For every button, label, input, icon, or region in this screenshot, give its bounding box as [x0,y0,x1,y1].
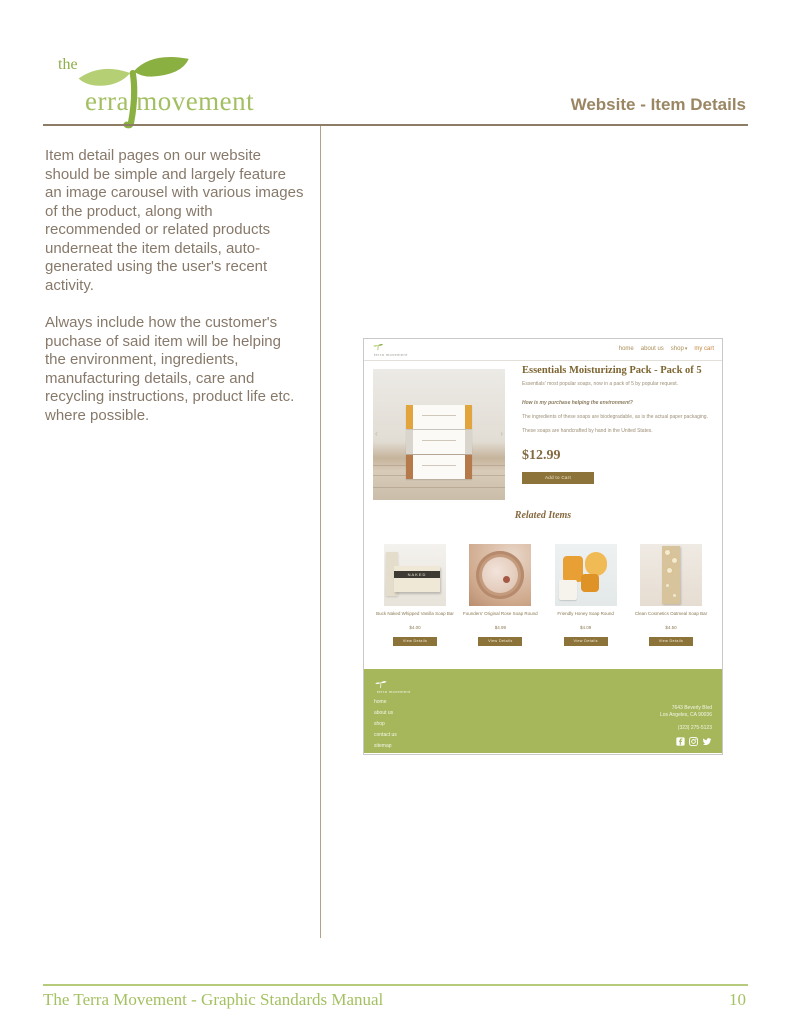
related-items-heading: Related Items [514,510,572,521]
oatmeal-soap-image[interactable] [640,544,702,606]
related-card-3 [544,544,628,646]
site-footer [364,669,722,753]
related-name: Buck Naked Whipped Vanilla Soap Bar [376,611,454,616]
honey-soap-image[interactable] [555,544,617,606]
phone-number: (323) 275-5123 [677,725,712,731]
chevron-down-icon: ▾ [684,346,688,352]
twitter-icon[interactable] [702,737,712,746]
logo-wordmark: erra movement [85,86,255,116]
related-card-1 [373,544,457,646]
product-question: How is my purchase helping the environment? [522,400,633,406]
site-nav [619,346,714,352]
product-price: $12.99 [522,448,561,463]
nav-shop[interactable]: shop▾ [670,346,688,352]
address-line-1: 7643 Beverly Blvd [671,705,712,711]
social-icons [676,737,712,746]
nav-about-us[interactable]: about us [640,346,664,352]
product-detail-1: The ingredients of these soaps are biodegradable, as is the actual paper packaging. [522,414,708,420]
add-to-cart-button[interactable]: Add to Cart [522,472,594,484]
instagram-icon[interactable] [689,737,698,746]
vanilla-soap-image[interactable]: NAKED [384,544,446,606]
site-footer-contact [660,705,712,732]
footer-link-sitemap[interactable]: sitemap [374,743,392,749]
product-details [522,365,718,484]
related-price: $4.00 [409,625,421,630]
paragraph-1: Item detail pages on our website should be simple and largely feature an image carousel with various images of the product, along with recommended or related products underneat the item details, auto-generated using the user's recent activity. [45,147,304,294]
page-title: Website - Item Details [570,95,746,114]
related-card-2 [458,544,542,646]
nav-home[interactable]: home [618,346,634,352]
footer-text: The Terra Movement - Graphic Standards Manual [43,990,384,1009]
related-name: Friendly Honey Soap Round [557,611,614,616]
related-card-4 [629,544,713,646]
site-logo-text: terra movement [374,352,408,357]
view-details-button[interactable]: View Details [478,637,522,646]
rose-soap-image[interactable] [469,544,531,606]
terra-movement-logo [55,50,295,118]
page-number: 10 [729,990,746,1009]
site-header [364,339,722,361]
related-name: Clean Cosmetics Oatmeal Soap Bar [634,611,708,616]
footer-link-shop[interactable]: shop [374,721,385,727]
product-detail-2: These soaps are handcrafted by hand in the United States. [522,428,653,434]
soap-stack-image [406,405,472,480]
related-price: $4.09 [580,625,592,630]
carousel-next-icon[interactable]: › [500,429,503,438]
related-price: $4.99 [494,625,506,630]
website-screenshot [363,338,723,755]
view-details-button[interactable]: View Details [393,637,437,646]
site-footer-logo [374,677,444,695]
view-details-button[interactable]: View Details [649,637,693,646]
paragraph-2: Always include how the customer's puchase of said item will be helping the environment, ingredients, manufacturing details, care and recycling instructions, product life etc. where possible. [45,314,295,424]
product-subtitle: Essentials' most popular soaps, now in a pack of 5 by popular request. [522,381,679,387]
product-title: Essentials Moisturizing Pack - Pack of 5 [522,365,702,376]
related-items-row [364,544,722,646]
body-copy [45,147,305,425]
footer-divider [43,984,748,986]
site-sprout-icon [372,342,388,352]
related-name: Founders' Original Rose Soap Round [463,611,538,616]
footer-link-contact-us[interactable]: contact us [374,732,397,738]
site-footer-logo-text: terra movement [377,689,411,694]
related-price: $4.50 [665,625,677,630]
address-line-2: Los Angeles, CA 90036 [660,712,712,718]
vertical-divider [320,126,321,938]
header-divider [43,124,748,126]
facebook-icon[interactable] [676,737,685,746]
footer-link-home[interactable]: home [374,699,387,705]
carousel-prev-icon[interactable]: ‹ [375,429,378,438]
nav-my-cart[interactable]: my cart [694,346,714,352]
view-details-button[interactable]: View Details [564,637,608,646]
product-image-carousel[interactable] [373,369,505,500]
site-logo[interactable] [372,342,432,358]
logo-the-text: the [58,56,78,73]
site-footer-links [374,699,397,749]
footer-link-about-us[interactable]: about us [374,710,394,716]
